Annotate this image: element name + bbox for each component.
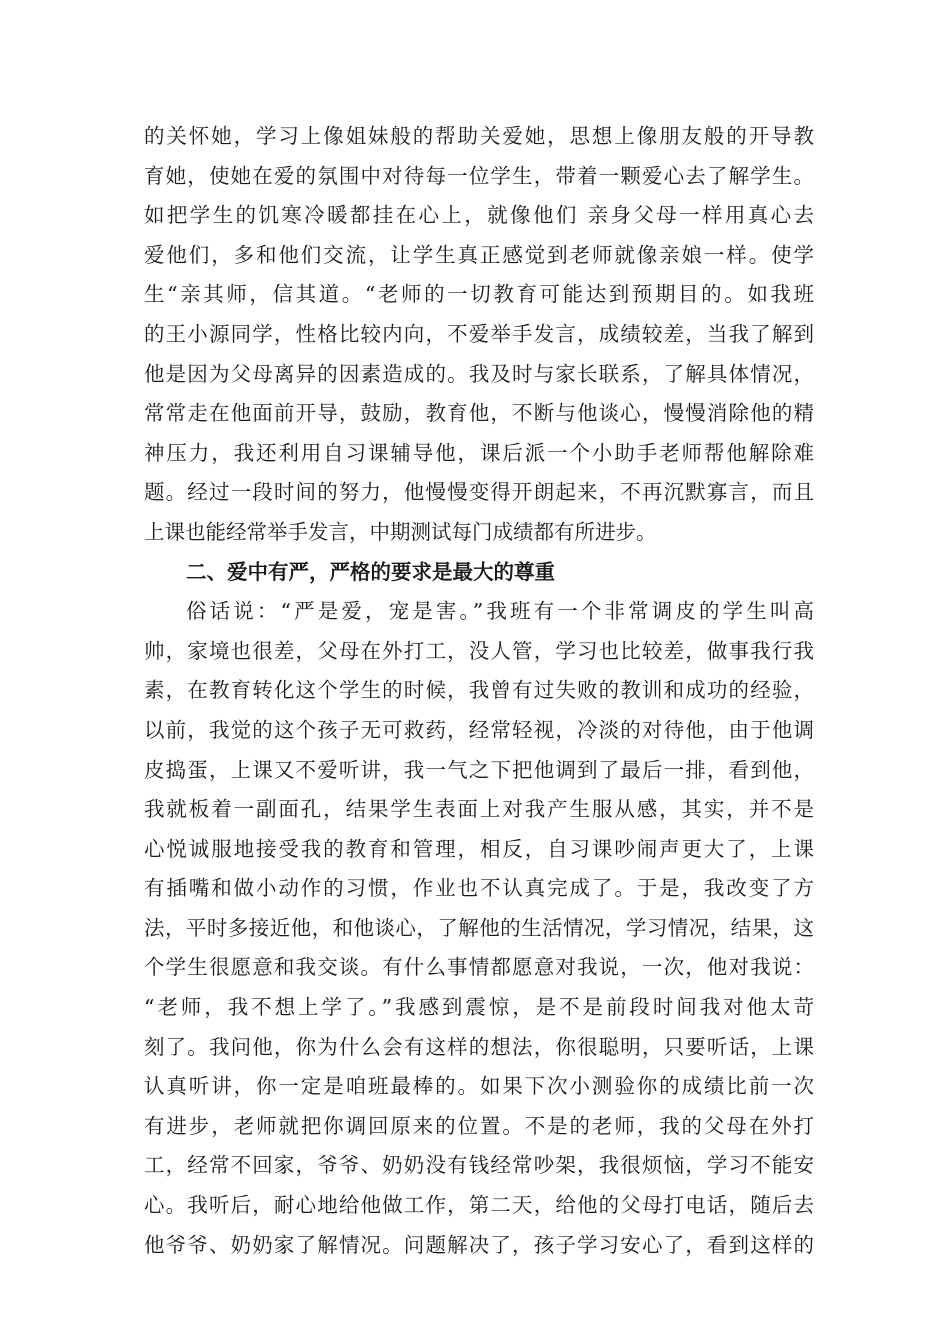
text-line: 帅，家境也很差，父母在外打工，没人管，学习也比较差，做事我行我: [144, 638, 814, 663]
text-line: 个学生很愿意和我交谈。有什么事情都愿意对我说，一次，他对我说：: [144, 955, 814, 980]
text-line: 爱他们，多和他们交流，让学生真正感觉到老师就像亲娘一样。使学: [144, 242, 814, 267]
text-line: 他是因为父母离异的因素造成的。我及时与家长联系，了解具体情况，: [144, 361, 814, 386]
text-line: 生“亲其师，信其道。“老师的一切教育可能达到预期目的。如我班: [144, 282, 814, 307]
text-line: 刻了。我问他，你为什么会有这样的想法，你很聪明，只要听话，上课: [144, 1034, 814, 1059]
text-line: 常常走在他面前开导，鼓励，教育他，不断与他谈心，慢慢消除他的精: [144, 401, 814, 426]
text-line: 育她，使她在爱的氛围中对待每一位学生，带着一颗爱心去了解学生。: [144, 163, 814, 188]
text-line: 他爷爷、奶奶家了解情况。问题解决了，孩子学习安心了，看到这样的: [144, 1232, 814, 1257]
section-heading: 二、爱中有严，严格的要求是最大的尊重: [186, 559, 555, 584]
text-line: 俗话说：“严是爱，宠是害。”我班有一个非常调皮的学生叫高: [186, 599, 814, 624]
text-line: 我就板着一副面孔，结果学生表面上对我产生服从感，其实，并不是: [144, 797, 814, 822]
text-line: 工，经常不回家，爷爷、奶奶没有钱经常吵架，我很烦恼，学习不能安: [144, 1153, 814, 1178]
text-line: 的关怀她，学习上像姐妹般的帮助关爱她，思想上像朋友般的开导教: [144, 124, 814, 148]
text-line: 如把学生的饥寒冷暖都挂在心上，就像他们 亲身父母一样用真心去: [144, 203, 814, 228]
paragraph: [144, 592, 814, 1265]
document-page: [144, 117, 814, 1265]
text-line: 心悦诚服地接受我的教育和管理，相反，自习课吵闹声更大了，上课: [144, 836, 814, 861]
text-line: 有进步，老师就把你调回原来的位置。不是的老师，我的父母在外打: [144, 1113, 814, 1138]
text-line: 心。我听后，耐心地给他做工作，第二天，给他的父母打电话，随后去: [144, 1193, 814, 1218]
text-line: 素，在教育转化这个学生的时候，我曾有过失败的教训和成功的经验，: [144, 678, 814, 703]
paragraph-continued: [144, 117, 814, 553]
text-line: 题。经过一段时间的努力，他慢慢变得开朗起来，不再沉默寡言，而且: [144, 480, 814, 505]
text-line: 神压力，我还利用自习课辅导他，课后派一个小助手老师帮他解除难: [144, 440, 814, 465]
text-line: 法，平时多接近他，和他谈心，了解他的生活情况，学习情况，结果，这: [144, 915, 814, 940]
text-line: 的王小源同学，性格比较内向，不爱举手发言，成绩较差，当我了解到: [144, 321, 814, 346]
text-line: 以前，我觉的这个孩子无可救药，经常轻视，冷淡的对待他，由于他调: [144, 717, 814, 742]
text-line: 有插嘴和做小动作的习惯，作业也不认真完成了。于是，我改变了方: [144, 876, 814, 901]
text-line: 上课也能经常举手发言，中期测试每门成绩都有所进步。: [144, 519, 657, 544]
text-line: 认真听讲，你一定是咱班最棒的。如果下次小测验你的成绩比前一次: [144, 1074, 814, 1099]
text-line: 皮捣蛋，上课又不爱听讲，我一气之下把他调到了最后一排，看到他，: [144, 757, 814, 782]
text-line: “老师，我不想上学了。”我感到震惊，是不是前段时间我对他太苛: [144, 995, 814, 1020]
